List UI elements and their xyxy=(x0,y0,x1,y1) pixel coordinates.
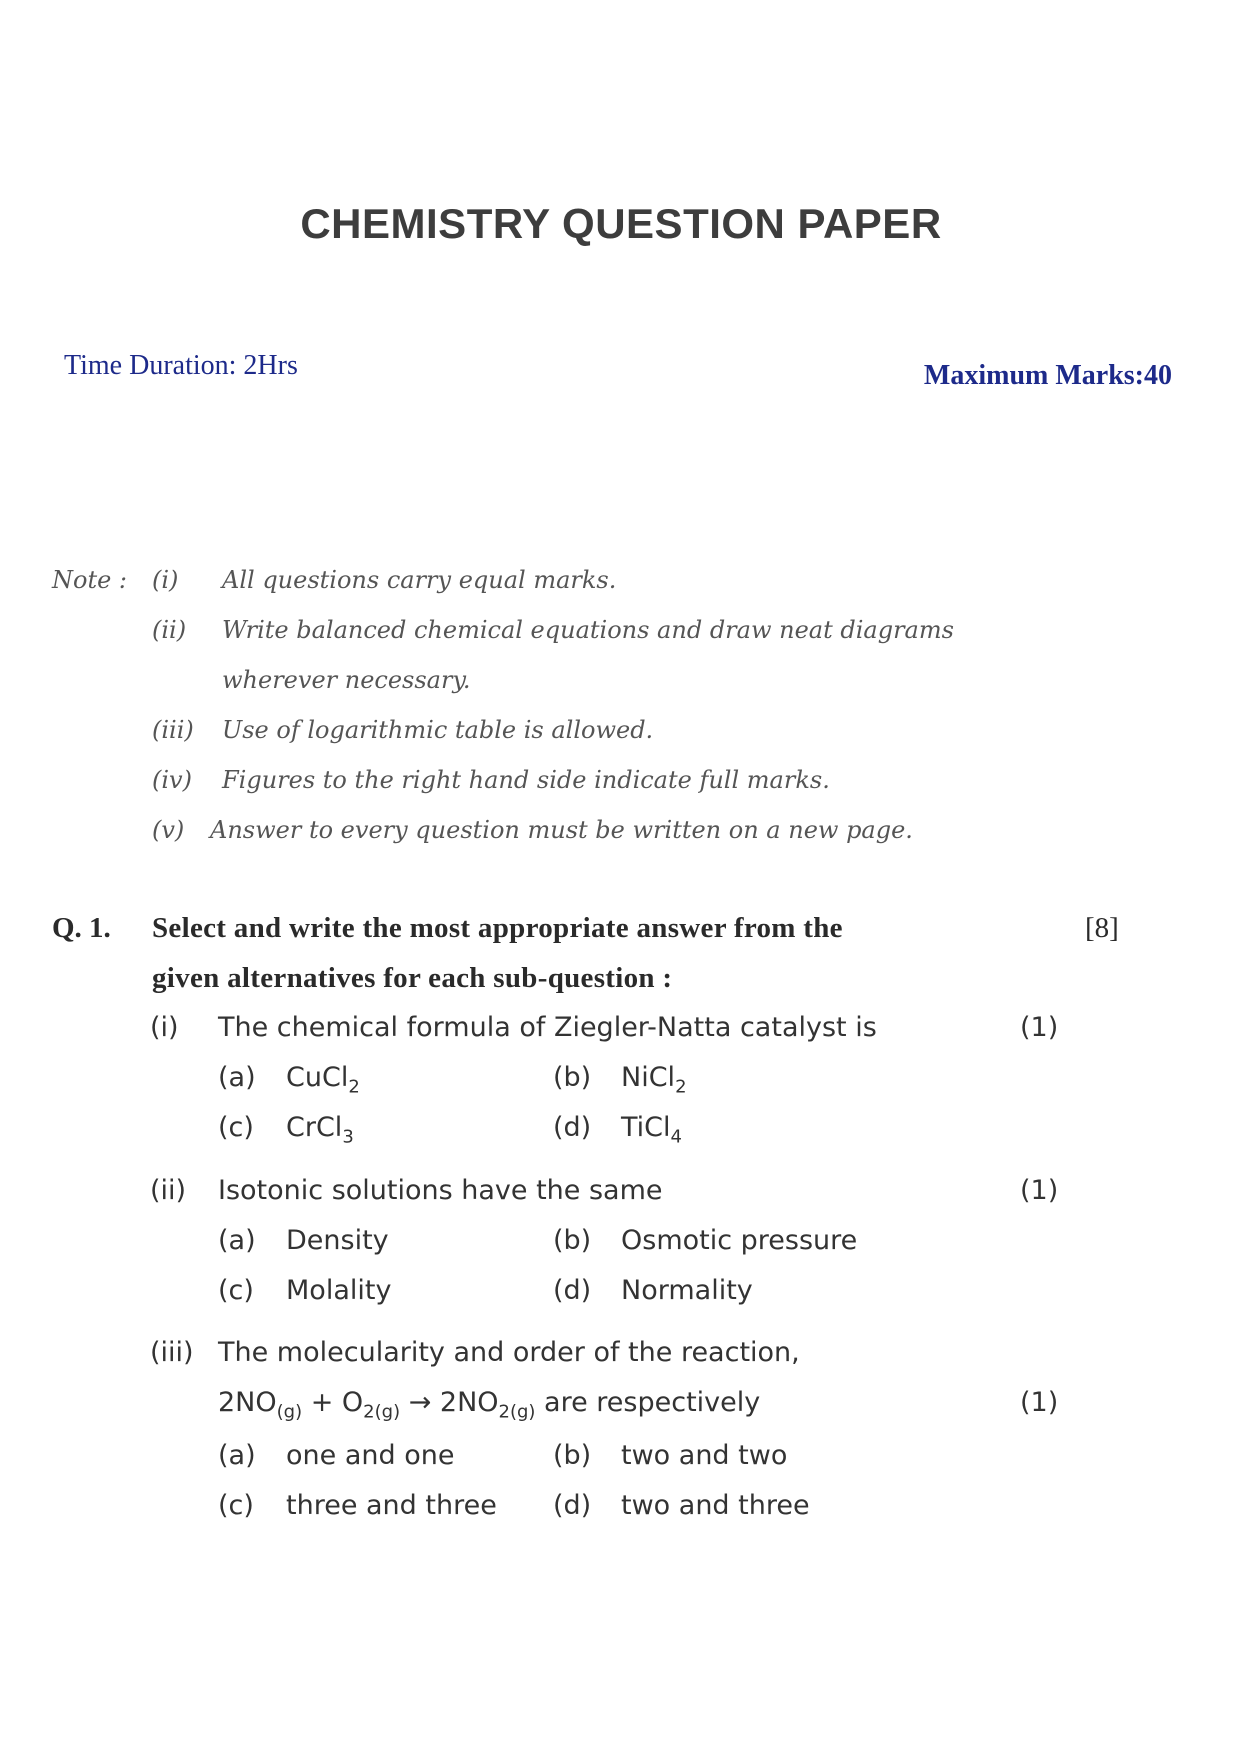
option-a xyxy=(218,1440,454,1471)
sub-question-text: The molecularity and order of the reaction, xyxy=(218,1337,800,1368)
option-text: three and three xyxy=(286,1490,497,1521)
option-b xyxy=(553,1062,687,1097)
option-subscript: 2 xyxy=(348,1076,360,1098)
option-text: one and one xyxy=(286,1440,455,1471)
option-text: two and three xyxy=(621,1490,810,1521)
option-text: Normality xyxy=(621,1275,753,1306)
option-label: (d) xyxy=(553,1112,592,1143)
option-formula: CrCl xyxy=(286,1112,343,1143)
option-subscript: 3 xyxy=(342,1126,354,1148)
option-label: (a) xyxy=(218,1440,256,1471)
note-text-3: Use of logarithmic table is allowed. xyxy=(222,716,654,744)
note-num-4: (iv) xyxy=(152,766,192,794)
option-formula: NiCl xyxy=(621,1062,676,1093)
option-label: (d) xyxy=(553,1275,592,1306)
option-label: (c) xyxy=(218,1275,254,1306)
option-label: (a) xyxy=(218,1225,256,1256)
sub-question-number: (ii) xyxy=(150,1175,187,1206)
option-formula: CuCl xyxy=(286,1062,349,1093)
sub-question-text: Isotonic solutions have the same xyxy=(218,1175,663,1206)
option-label: (b) xyxy=(553,1440,592,1471)
question-text-line2: given alternatives for each sub-question : xyxy=(152,962,673,994)
option-label: (d) xyxy=(553,1490,592,1521)
option-subscript: 2 xyxy=(675,1076,687,1098)
equation-subscript: 2(g) xyxy=(498,1401,536,1423)
option-label: (c) xyxy=(218,1490,254,1521)
option-c xyxy=(218,1490,497,1521)
note-num-1: (i) xyxy=(152,566,179,594)
option-text: Osmotic pressure xyxy=(621,1225,858,1256)
note-text-2-cont: wherever necessary. xyxy=(222,666,471,694)
sub-question-number: (i) xyxy=(150,1012,179,1043)
question-number: Q. 1. xyxy=(52,912,111,944)
option-a xyxy=(218,1062,360,1097)
reaction-equation xyxy=(218,1387,760,1422)
equation-part: → 2NO xyxy=(400,1387,499,1418)
time-duration: Time Duration: 2Hrs xyxy=(64,350,298,381)
note-label: Note : xyxy=(52,566,128,594)
note-text-1: All questions carry equal marks. xyxy=(222,566,617,594)
note-num-3: (iii) xyxy=(152,716,194,744)
option-label: (a) xyxy=(218,1062,256,1093)
note-text-5: Answer to every question must be written on a new page. xyxy=(210,816,913,844)
question-text-line1: Select and write the most appropriate answer from the xyxy=(152,912,843,944)
option-text: Molality xyxy=(286,1275,392,1306)
option-d xyxy=(553,1490,810,1521)
note-text-2: Write balanced chemical equations and draw neat diagrams xyxy=(222,616,954,644)
sub-question-number: (iii) xyxy=(150,1337,194,1368)
equation-part: 2NO xyxy=(218,1387,277,1418)
equation-subscript: 2(g) xyxy=(363,1401,401,1423)
option-label: (b) xyxy=(553,1062,592,1093)
option-c xyxy=(218,1112,354,1147)
option-label: (b) xyxy=(553,1225,592,1256)
note-num-2: (ii) xyxy=(152,616,187,644)
option-formula: TiCl xyxy=(621,1112,671,1143)
option-label: (c) xyxy=(218,1112,254,1143)
option-d xyxy=(553,1275,753,1306)
maximum-marks: Maximum Marks:40 xyxy=(923,360,1172,391)
sub-question-marks: (1) xyxy=(1020,1012,1059,1043)
option-text: Density xyxy=(286,1225,389,1256)
option-b xyxy=(553,1440,787,1471)
option-a xyxy=(218,1225,389,1256)
option-text: two and two xyxy=(621,1440,788,1471)
sub-question-text: The chemical formula of Ziegler-Natta catalyst is xyxy=(218,1012,877,1043)
option-b xyxy=(553,1225,857,1256)
equation-part: + O xyxy=(302,1387,364,1418)
option-subscript: 4 xyxy=(670,1126,682,1148)
sub-question-marks: (1) xyxy=(1020,1387,1059,1418)
note-num-5: (v) xyxy=(152,816,185,844)
equation-subscript: (g) xyxy=(276,1401,303,1423)
note-text-4: Figures to the right hand side indicate full marks. xyxy=(222,766,830,794)
equation-part: are respectively xyxy=(535,1387,761,1418)
page-title: CHEMISTRY QUESTION PAPER xyxy=(300,200,942,247)
option-d xyxy=(553,1112,682,1147)
option-c xyxy=(218,1275,391,1306)
question-marks: [8] xyxy=(1085,912,1119,944)
sub-question-marks: (1) xyxy=(1020,1175,1059,1206)
